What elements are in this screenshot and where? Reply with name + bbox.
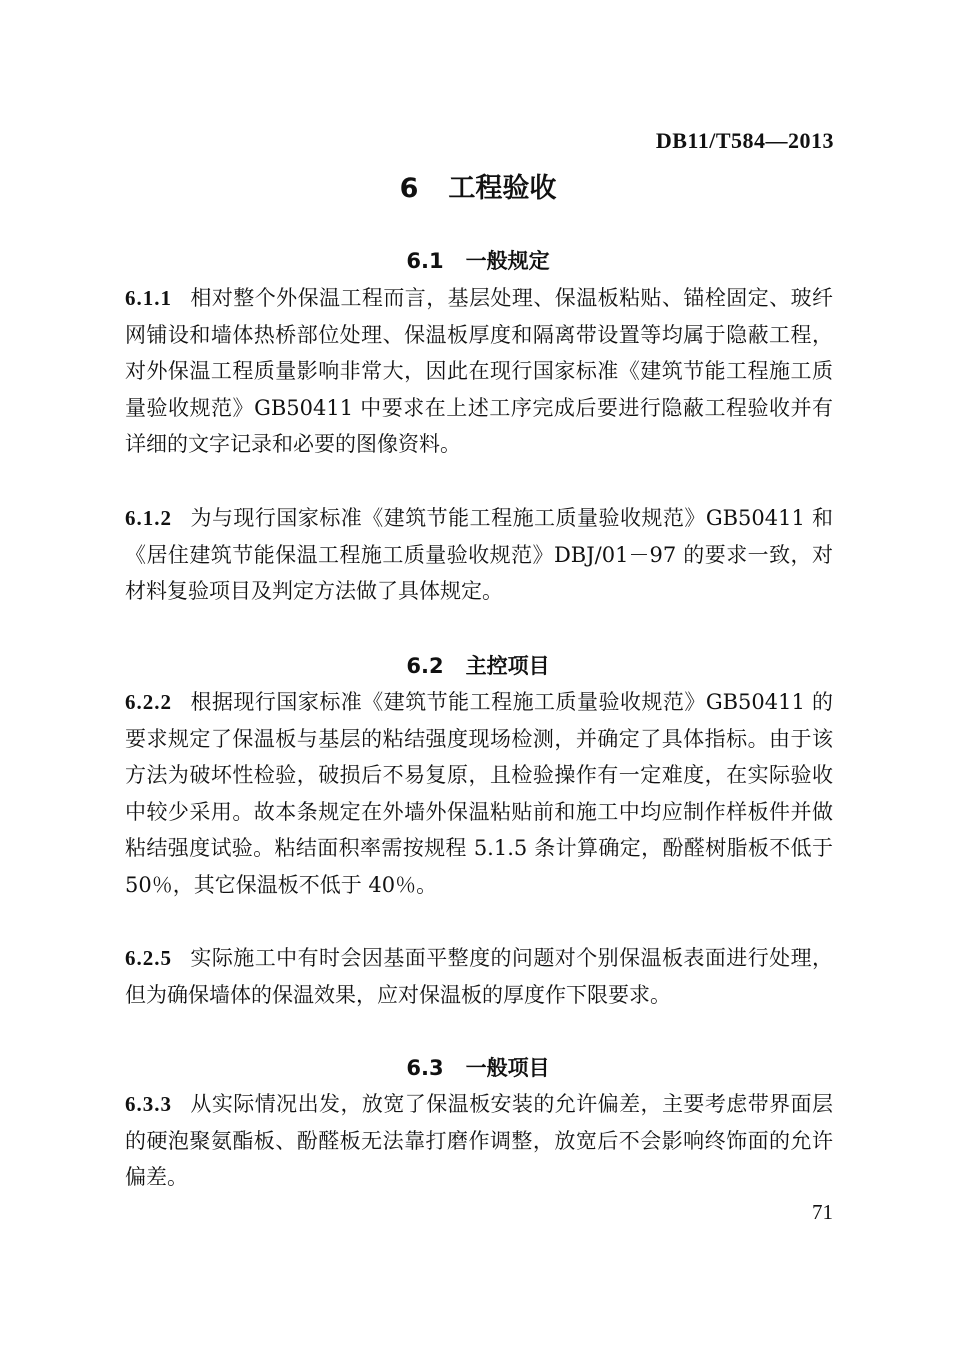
section-title-text: 主控项目	[465, 654, 550, 678]
page-number: 71	[812, 1200, 833, 1224]
clause-number: 6.1.1	[125, 286, 172, 310]
section-title-6-2	[0, 650, 956, 680]
clause-number: 6.2.5	[125, 946, 172, 970]
clause-number: 6.2.2	[125, 690, 172, 714]
clause-6-1-2	[125, 500, 833, 610]
clause-6-2-5	[125, 940, 833, 1013]
clause-text: 实际施工中有时会因基面平整度的问题对个别保温板表面进行处理，但为确保墙体的保温效果，应对保温板的厚度作下限要求。	[125, 946, 833, 1007]
section-number: 6.2	[406, 654, 444, 678]
clause-6-2-2	[125, 684, 833, 903]
clause-number: 6.3.3	[125, 1092, 172, 1116]
clause-text: 从实际情况出发，放宽了保温板安装的允许偏差，主要考虑带界面层的硬泡聚氨酯板、酚醛板无法靠打磨作调整，放宽后不会影响终饰面的允许偏差。	[125, 1092, 833, 1189]
section-number: 6.3	[406, 1056, 444, 1080]
clause-6-1-1	[125, 280, 833, 463]
chapter-title	[0, 166, 956, 205]
chapter-title-text: 工程验收	[448, 173, 557, 204]
chapter-number: 6	[399, 173, 419, 204]
section-title-6-1	[0, 245, 956, 275]
section-title-6-3	[0, 1052, 956, 1082]
section-title-text: 一般项目	[465, 1056, 550, 1080]
clause-number: 6.1.2	[125, 506, 172, 530]
clause-text: 相对整个外保温工程而言，基层处理、保温板粘贴、锚栓固定、玻纤网铺设和墙体热桥部位处理、保温板厚度和隔离带设置等均属于隐蔽工程，对外保温工程质量影响非常大，因此在现行国家标准《建筑节能工程施工质量验收规范》GB50411 中要求在上述工序完成后要进行隐蔽工程验收并有详细的文字记录和必要的图像资料。	[125, 286, 833, 456]
section-title-text: 一般规定	[465, 249, 550, 273]
clause-6-3-3	[125, 1086, 833, 1196]
clause-text: 根据现行国家标准《建筑节能工程施工质量验收规范》GB50411 的要求规定了保温板与基层的粘结强度现场检测，并确定了具体指标。由于该方法为破坏性检验，破损后不易复原，且检验操作有一定难度，在实际验收中较少采用。故本条规定在外墙外保温粘贴前和施工中均应制作样板件并做粘结强度试验。粘结面积率需按规程 5.1.5 条计算确定，酚醛树脂板不低于 50％，其它保温板不低于 40％。	[125, 690, 833, 897]
clause-text: 为与现行国家标准《建筑节能工程施工质量验收规范》GB50411 和《居住建筑节能保温工程施工质量验收规范》DBJ/01－97 的要求一致，对材料复验项目及判定方法做了具体规定。	[125, 506, 833, 603]
standard-code: DB11/T584—2013	[655, 128, 834, 153]
section-number: 6.1	[406, 249, 444, 273]
